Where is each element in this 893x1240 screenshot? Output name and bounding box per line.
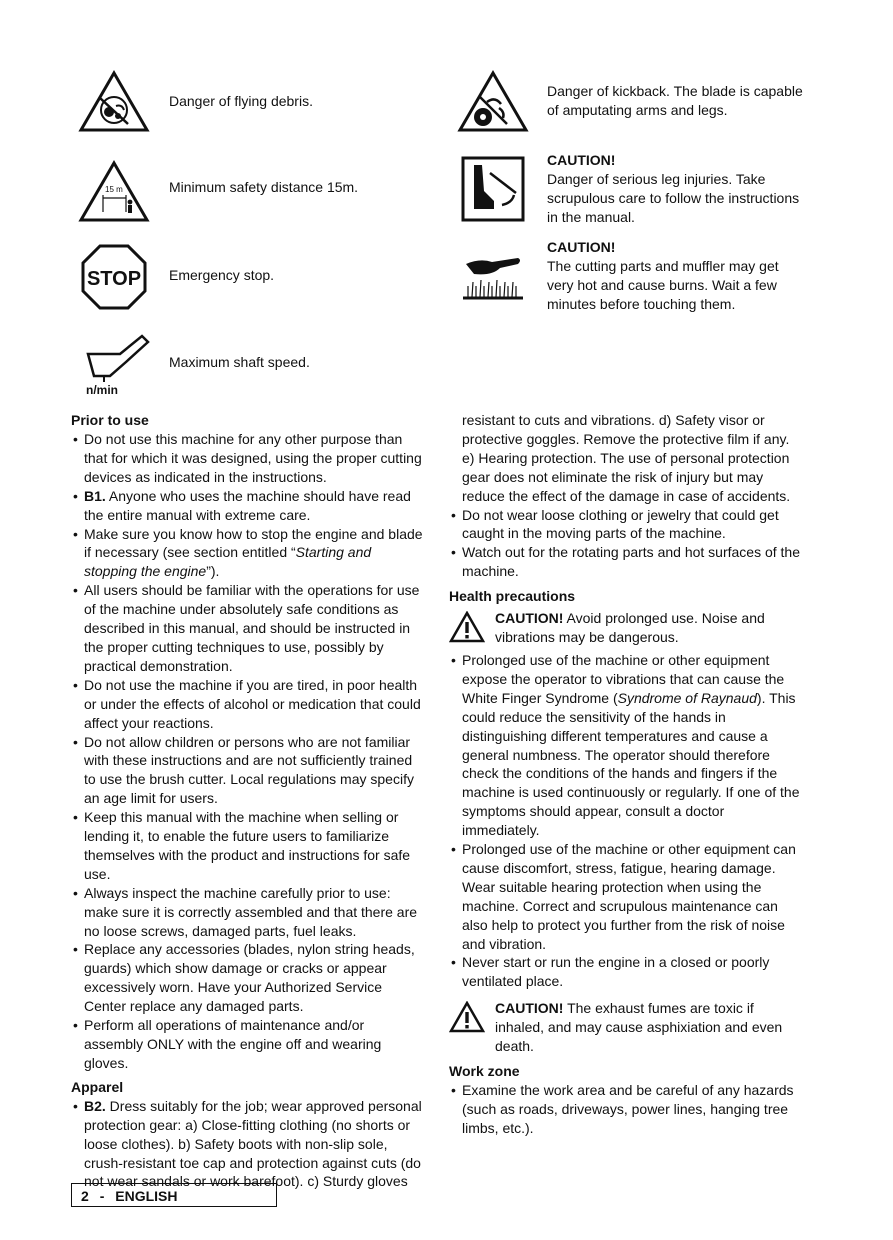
list-item: • Do not use this machine for any other purpose than that for which it was designed, using the proper cutting devices as indicated in the instructions. (71, 430, 425, 487)
hot-surface-icon (460, 248, 532, 320)
apparel-list (71, 1097, 425, 1192)
work-zone-list (449, 1081, 805, 1138)
kickback-icon (457, 70, 529, 142)
caution-note: CAUTION! Avoid prolonged use. Noise and vibrations may be dangerous. (449, 609, 805, 647)
right-column (449, 411, 805, 1138)
caution-label: CAUTION! (495, 610, 564, 627)
leg-injury-icon (460, 155, 532, 227)
apparel-list-continued (449, 411, 805, 581)
footer-separator: - (99, 1188, 105, 1204)
shaft-speed-label: n/min (86, 383, 118, 397)
warning-icon (449, 1001, 485, 1033)
caution-note: CAUTION! The exhaust fumes are toxic if inhaled, and may cause asphixiation and even death. (449, 999, 805, 1056)
list-item: • Replace any accessories (blades, nylon string heads, guards) which show damage or cracks or appear excessively worn. Have your Authorized Service Center replace any damaged parts. (71, 940, 425, 1016)
page-number: 2 (81, 1188, 89, 1204)
list-item: • Never start or run the engine in a closed or poorly ventilated place. (449, 953, 805, 991)
symbol-text: Minimum safety distance 15m. (169, 179, 359, 195)
list-item: • Do not allow children or persons who are not familiar with these instructions and are not sufficiently trained to use the brush cutter. Local regulations may specify an age limit for users. (71, 733, 425, 809)
caution-text: The cutting parts and muffler may get very hot and cause burns. Wait a few minutes before touching them. (547, 258, 779, 312)
prior-to-use-list (71, 430, 425, 1073)
list-item: • Always inspect the machine carefully prior to use: make sure it is correctly assembled and that there are no loose screws, damaged parts, fuel leaks. (71, 884, 425, 941)
symbol-text: Emergency stop. (169, 267, 275, 283)
symbol-caution (547, 151, 807, 227)
item-code: B1. (84, 487, 106, 504)
syndrome-name: Syndrome of Raynaud (617, 689, 757, 706)
list-item: • Keep this manual with the machine when selling or lending it, to enable the future users to familiarize themselves with the product and instructions for safe use. (71, 808, 425, 884)
symbol-text: Danger of flying debris. (169, 93, 313, 109)
list-item: • Watch out for the rotating parts and hot surfaces of the machine. (449, 543, 805, 581)
list-item: • Do not wear loose clothing or jewelry that could get caught in the moving parts of the machine. (449, 506, 805, 544)
shaft-speed-icon (80, 332, 152, 404)
section-reference: Starting and stopping the engine (84, 544, 372, 580)
list-item: • Prolonged use of the machine or other equipment can cause discomfort, stress, fatigue, hearing damage. Wear suitable hearing protection when using the machine. Correct and scrupulous maintenance can also help to protect you further from the risk of noise and vibration. (449, 840, 805, 953)
list-item: • Perform all operations of maintenance and/or assembly ONLY with the engine off and wearing gloves. (71, 1016, 425, 1073)
safety-distance-icon (78, 160, 150, 232)
section-heading-apparel: Apparel (71, 1078, 124, 1095)
page-footer (71, 1183, 277, 1207)
caution-title: CAUTION! (547, 239, 616, 255)
flying-debris-icon (78, 70, 150, 142)
symbol-caution (547, 238, 807, 314)
list-item: • Prolonged use of the machine or other equipment expose the operator to vibrations that can cause the White Finger Syndrome (Syndrome of Raynaud). This could reduce the sensitivity of the hands in distinguishing different temperatures and cause a general numbness. The operator should therefore check the conditions of the hands and fingers if the machine is used continuously or regularly. If one of the symptoms should appear, consult a doctor immediately. (449, 651, 805, 840)
list-item: • B1. Anyone who uses the machine should have read the entire manual with extreme care. (71, 487, 425, 525)
section-heading-prior-to-use: Prior to use (71, 412, 149, 428)
caution-title: CAUTION! (547, 152, 616, 168)
distance-label: 15 m (105, 185, 123, 194)
list-item: • Do not use the machine if you are tired, in poor health or under the effects of alcohol or medication that could affect your reactions. (71, 676, 425, 733)
stop-icon (80, 243, 152, 315)
symbol-text: Maximum shaft speed. (169, 354, 310, 370)
left-column (71, 411, 425, 1191)
list-item-continued: resistant to cuts and vibrations. d) Safety visor or protective goggles. Remove the protective film if any. e) Hearing protection. The use of personal protection gear does not eliminate the risk of injury but may reduce the effect of the damage in case of accidents. (462, 412, 791, 504)
warning-icon (449, 611, 485, 643)
symbol-text: Danger of kickback. The blade is capable of amputating arms and legs. (547, 83, 803, 118)
list-item: • All users should be familiar with the operations for use of the machine under absolutely safe conditions as described in this manual, and should be instructed in the proper cutting techniques to use, possibly by practical demonstration. (71, 581, 425, 676)
caution-label: CAUTION! (495, 1000, 564, 1017)
list-item: • B2. Dress suitably for the job; wear approved personal protection gear: a) Close-fitting clothing (no shorts or loose clothes). b) Safety boots with non-slip sole, crush-resistant toe cap and protection against cuts (do not wear sandals or work barefoot). c) Sturdy gloves (71, 1097, 425, 1192)
list-item: • Examine the work area and be careful of any hazards (such as roads, driveways, power lines, hanging tree limbs, etc.). (449, 1081, 805, 1138)
section-heading-work-zone: Work zone (449, 1063, 520, 1079)
footer-language: ENGLISH (115, 1188, 178, 1204)
health-list (449, 651, 805, 991)
stop-label: STOP (86, 268, 142, 290)
item-code: B2. (84, 1097, 106, 1114)
section-heading-health: Health precautions (449, 588, 576, 605)
list-item: • Make sure you know how to stop the engine and blade if necessary (see section entitled “Starting and stopping the engine”). (71, 525, 425, 582)
caution-text: Danger of serious leg injuries. Take scrupulous care to follow the instructions in the manual. (547, 171, 800, 225)
